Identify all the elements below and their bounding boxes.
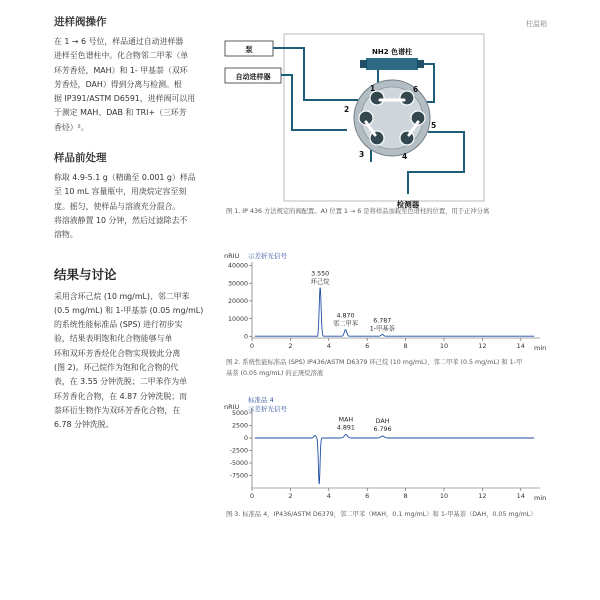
peak-time-label: 3.550 [311,270,330,278]
section-prep-body [54,171,216,242]
section-prep-title: 样品前处理 [54,152,107,165]
legend-label: 示差折光信号 [248,252,287,260]
text-line: 采用含环己烷 (10 mg/mL)、邻二甲苯 [54,291,190,301]
y-tick-label: 20000 [227,298,248,306]
legend-label: 标准品 4 [248,396,274,404]
figure2-caption [226,358,566,379]
column-body [366,58,418,70]
peak-time-label: DAH [375,418,390,425]
port-label: 2 [344,105,350,114]
chart-axes [228,262,540,350]
x-tick-label: 6 [365,342,370,350]
x-tick-label: 14 [516,492,525,500]
x-tick-label: 12 [478,492,487,500]
section-results-body [54,290,216,433]
column-fitting-right [417,60,424,68]
text-line: 表，在 3.55 分钟洗脱；二甲苯作为单 [54,377,188,387]
x-tick-label: 8 [403,342,408,350]
text-line: 进样至色谱柱中。化合物邻二甲苯（单 [54,51,189,61]
section-valve [54,14,216,135]
chart-sps [222,246,552,356]
text-line: (0.5 mg/mL) 和 1-甲基萘 (0.05 mg/mL) [54,305,204,315]
peak-labels [311,271,396,333]
text-line: 据 IP391/ASTM D6591，进样阀可以用 [54,94,196,104]
text-line: 在 1 → 6 号位，样品通过自动进样器 [54,37,184,46]
section-valve-title: 进样阀操作 [54,16,107,28]
x-tick-label: 10 [439,492,449,500]
x-tick-label: 4 [326,342,331,350]
valve-diagram [222,14,552,210]
y-axis-label: nRIU [224,403,240,411]
x-unit-label: min [534,344,547,352]
text-line: 度。摇匀，使样品与溶液充分混合。 [54,201,181,211]
signal-trace [255,435,534,485]
x-tick-label: 4 [326,492,331,500]
text-line: 环芳香烃，MAH）和 1- 甲基萘（双环 [54,65,188,75]
port-label: 4 [402,152,408,161]
peak-labels [337,417,392,434]
peak-name-label: 1-甲基萘 [369,325,395,333]
peak-time-label: MAH [338,416,354,424]
x-tick-label: 6 [365,492,370,500]
y-axis-label: nRIU [224,252,240,260]
port-circle [400,91,414,105]
legend-label: 示差折光信号 [248,405,287,413]
y-tick-label: -5000 [229,460,248,468]
port-label: 5 [431,121,437,130]
peak-name-label: 邻二甲苯 [332,320,359,328]
section-prep [54,150,216,242]
x-tick-label: 10 [439,342,449,350]
caption-line: 图 2. 系统性能标准品 (SPS) IP436/ASTM D6379 环己烷 (10 mg/mL)、邻二甲苯 (0.5 mg/mL) 和 1-甲 [226,359,523,366]
text-line: (图 2)。环己烷作为饱和化合物的代 [54,363,179,373]
section-results-title: 结果与讨论 [54,266,117,282]
peak-name-label: 6.796 [373,426,392,433]
pump-label: 泵 [245,45,253,54]
peak-name-label: 4.891 [336,424,355,432]
x-tick-label: 0 [249,492,255,500]
section-valve-body [54,35,216,135]
text-line: 环芳香化合物，在 4.87 分钟洗脱；而 [54,391,188,401]
y-tick-label: 0 [243,333,248,341]
figure3-caption: 图 3. 标准品 4，IP436/ASTM D6379，邻二甲苯（MAH，0.1 mg/mL）和 1-甲基萘（DAH，0.05 mg/mL） [226,511,537,518]
port-label: 3 [359,150,365,159]
y-tick-label: 40000 [227,262,248,270]
text-line: 萘环衍生物作为双环芳香化合物，在 [54,405,181,415]
peak-time-label: 6.787 [373,317,392,325]
text-line: 的系统性能标准品 (SPS) 进行初步实 [54,320,183,330]
text-line: 称取 4.9-5.1 g（精确至 0.001 g）样品 [54,173,196,183]
y-tick-label: 30000 [227,280,248,288]
text-line: 于测定 MAH、DAB 和 TRI+（三环芳 [54,108,187,118]
x-unit-label: min [534,494,547,502]
x-tick-label: 2 [288,342,293,350]
column-label: NH2 色谱柱 [371,48,413,56]
x-tick-label: 14 [516,342,525,350]
y-tick-label: 5000 [231,410,248,418]
peak-name-label: 环己烷 [310,278,330,286]
figure1-caption: 图 1. IP 436 方法规定的阀配置。A) 位置 1 → 6 是将样品加载至色谱柱的位置，用于正冲分离 [226,208,490,215]
column-fitting-left [360,60,367,68]
text-line: 芳香烃，DAH）得到分离与检测。根 [54,79,182,89]
x-tick-label: 0 [249,342,255,350]
text-line: 溶物。 [54,230,78,240]
port-label: 1 [370,84,376,93]
autosampler-label: 自动进样器 [235,73,271,81]
y-tick-label: 2500 [231,422,248,430]
x-tick-label: 12 [478,342,487,350]
detector-label: 检测器 [396,200,420,209]
oven-label: 柱温箱 [526,20,547,28]
text-line: 验，结果表明饱和化合物能够与单 [54,334,173,344]
port-circle [370,91,384,105]
section-results [54,265,216,433]
x-tick-label: 2 [288,492,293,500]
port-label: 6 [413,85,419,94]
y-tick-label: 10000 [227,315,248,323]
text-line: 将溶液静置 10 分钟，然后过滤除去不 [54,215,188,225]
left-column [54,14,216,433]
peak-time-label: 4.870 [336,312,355,320]
text-line: 至 10 mL 容量瓶中，用庚烷定容至刻 [54,187,187,197]
y-tick-label: 0 [243,435,248,443]
chart-standard4 [222,394,552,506]
text-line: 环和双环芳香烃化合物实现彼此分离 [54,348,181,358]
text-line: 6.78 分钟洗脱。 [54,420,114,430]
y-tick-label: -7500 [229,472,248,480]
caption-line: 基萘 (0.05 mg/mL) 的正庚烷溶液 [226,369,324,377]
x-tick-label: 8 [403,492,408,500]
y-tick-label: -2500 [229,447,248,455]
text-line: 香烃）²。 [54,122,89,132]
